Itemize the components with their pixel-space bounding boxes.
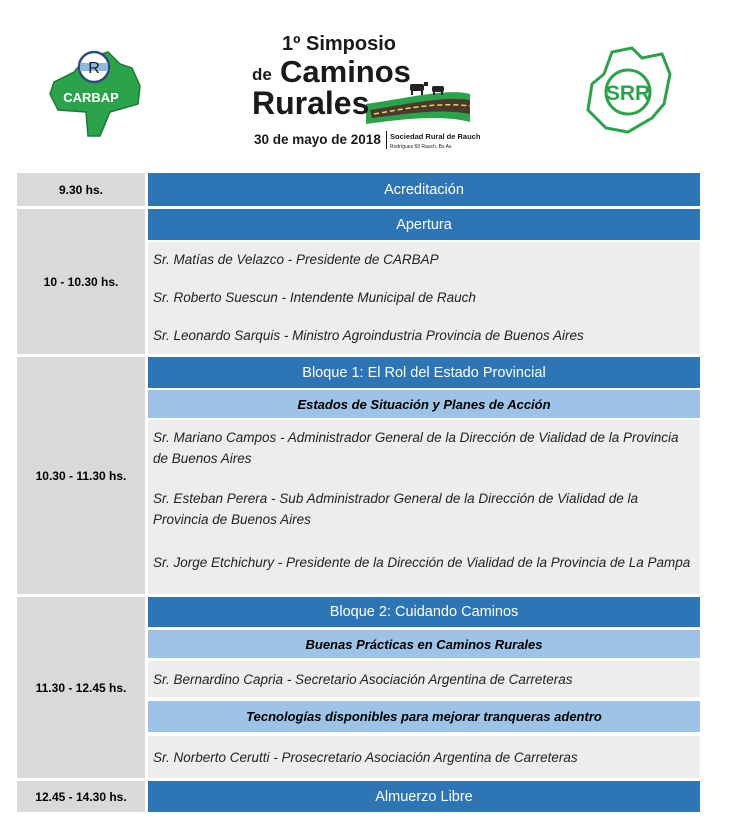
speaker-item: Sr. Jorge Etchichury - Presidente de la Dirección de Vialidad de la Provincia de La Pampa [153,555,691,570]
svg-text:1º Simposio: 1º Simposio [282,33,396,55]
time-cell: 11.30 - 12.45 hs. [17,597,145,778]
svg-text:Rurales: Rurales [252,85,370,121]
speaker-item: Sr. Mariano Campos - Administrador General de la Dirección de Vialidad de la Provincia de Buenos Aires [153,430,679,466]
svg-text:30 de mayo de 2018: 30 de mayo de 2018 [254,132,381,147]
program-row-block-1 [17,357,700,594]
event-logo-graphic [248,28,480,156]
carbap-logo [44,42,144,138]
srr-logo-icon [582,44,674,136]
session-title: Apertura [148,209,700,240]
session-title: Bloque 2: Cuidando Caminos [148,597,700,627]
speaker-item: Sr. Matías de Velazco - Presidente de CARBAP [153,252,439,267]
session-title: Bloque 1: El Rol del Estado Provincial [148,357,700,388]
svg-text:Rodríguez 69 Rauch, Bs As: Rodríguez 69 Rauch, Bs As [390,144,452,150]
svg-text:CARBAP: CARBAP [63,90,119,105]
srr-logo [582,44,674,136]
speaker-item: Sr. Norberto Cerutti - Prosecretario Asociación Argentina de Carreteras [148,736,700,778]
header [0,0,733,165]
svg-text:SRR: SRR [605,82,651,105]
session-subtitle: Tecnologías disponibles para mejorar tranqueras adentro [148,701,700,732]
program-row-block-2 [17,597,700,778]
speaker-item: Sr. Bernardino Capria - Secretario Asociación Argentina de Carreteras [148,661,700,697]
svg-text:Sociedad Rural de Rauch: Sociedad Rural de Rauch [390,132,480,141]
program-row-lunch [17,781,700,812]
program-row-accreditation [17,173,700,206]
session-title: Almuerzo Libre [148,781,700,812]
svg-text:R: R [88,60,100,77]
speaker-item: Sr. Roberto Suescun - Intendente Municipal de Rauch [153,290,476,305]
time-cell: 9.30 hs. [17,173,145,206]
session-title: Acreditación [148,173,700,206]
event-logo [248,28,480,156]
session-subtitle: Buenas Prácticas en Caminos Rurales [148,630,700,658]
speaker-list [148,420,700,594]
speaker-item: Sr. Leonardo Sarquis - Ministro Agroindustria Provincia de Buenos Aires [153,328,584,343]
carbap-logo-icon [44,42,144,138]
time-cell: 12.45 - 14.30 hs. [17,781,145,812]
session-subtitle: Estados de Situación y Planes de Acción [148,390,700,418]
speaker-item: Sr. Esteban Perera - Sub Administrador General de la Dirección de Vialidad de la Provincia de Buenos Aires [153,491,639,527]
svg-text:de: de [252,65,272,84]
speaker-list [148,242,700,354]
program-row-opening [17,209,700,354]
svg-text:Caminos: Caminos [280,54,411,89]
time-cell: 10.30 - 11.30 hs. [17,357,145,594]
time-cell: 10 - 10.30 hs. [17,209,145,354]
